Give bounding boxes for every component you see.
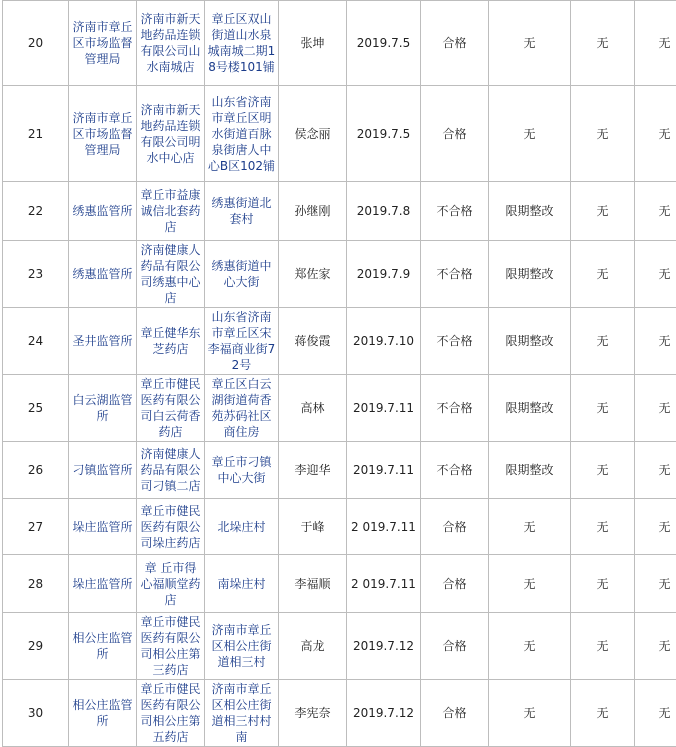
- address-cell: 济南市章丘区相公庄街道相三村: [205, 613, 279, 680]
- address-cell: 济南市章丘区相公庄街道相三村村南: [205, 680, 279, 747]
- address-cell: 北垛庄村: [205, 499, 279, 555]
- col9-cell: 无: [571, 182, 635, 241]
- table-row: [3, 555, 676, 613]
- row-number: 26: [3, 442, 69, 499]
- row-number: 22: [3, 182, 69, 241]
- date-cell: 2019.7.11: [347, 442, 421, 499]
- table-row: [3, 442, 676, 499]
- agency-cell: 白云湖监管所: [69, 375, 137, 442]
- handling-cell: 限期整改: [489, 241, 571, 308]
- store-cell: 章丘市健民医药有限公司白云荷香药店: [137, 375, 205, 442]
- store-cell: 章丘健华东芝药店: [137, 308, 205, 375]
- date-cell: 2019.7.5: [347, 86, 421, 182]
- col9-cell: 无: [571, 1, 635, 86]
- col10-cell: 无: [635, 241, 676, 308]
- col10-cell: 无: [635, 613, 676, 680]
- store-cell: 济南市新天地药品连锁有限公司山水南城店: [137, 1, 205, 86]
- col10-cell: 无: [635, 499, 676, 555]
- handling-cell: 限期整改: [489, 182, 571, 241]
- address-cell: 绣惠街道中心大街: [205, 241, 279, 308]
- agency-cell: 垛庄监管所: [69, 499, 137, 555]
- address-cell: 章丘区白云湖街道荷香苑苏码社区商住房: [205, 375, 279, 442]
- person-cell: 李迎华: [279, 442, 347, 499]
- agency-cell: 绣惠监管所: [69, 241, 137, 308]
- table-row: [3, 86, 676, 182]
- address-cell: 山东省济南市章丘区明水街道百脉泉街唐人中心B区102铺: [205, 86, 279, 182]
- store-cell: 章 丘市得心福顺堂药店: [137, 555, 205, 613]
- handling-cell: 无: [489, 86, 571, 182]
- store-cell: 章丘市健民医药有限公司垛庄药店: [137, 499, 205, 555]
- result-cell: 不合格: [421, 182, 489, 241]
- store-cell: 济南健康人药品有限公司刁镇二店: [137, 442, 205, 499]
- row-number: 24: [3, 308, 69, 375]
- table-row: [3, 308, 676, 375]
- result-cell: 合格: [421, 555, 489, 613]
- col9-cell: 无: [571, 680, 635, 747]
- table-row: [3, 1, 676, 86]
- col9-cell: 无: [571, 86, 635, 182]
- handling-cell: 限期整改: [489, 442, 571, 499]
- person-cell: 李福顺: [279, 555, 347, 613]
- row-number: 23: [3, 241, 69, 308]
- col10-cell: 无: [635, 182, 676, 241]
- agency-cell: 相公庄监管所: [69, 680, 137, 747]
- person-cell: 郑佐家: [279, 241, 347, 308]
- col9-cell: 无: [571, 613, 635, 680]
- address-cell: 绣惠街道北套村: [205, 182, 279, 241]
- col10-cell: 无: [635, 375, 676, 442]
- handling-cell: 限期整改: [489, 308, 571, 375]
- result-cell: 合格: [421, 1, 489, 86]
- handling-cell: 无: [489, 499, 571, 555]
- agency-cell: 济南市章丘区市场监督管理局: [69, 86, 137, 182]
- address-cell: 南垛庄村: [205, 555, 279, 613]
- handling-cell: 无: [489, 613, 571, 680]
- date-cell: 2019.7.12: [347, 680, 421, 747]
- person-cell: 蒋俊霞: [279, 308, 347, 375]
- result-cell: 不合格: [421, 375, 489, 442]
- person-cell: 高龙: [279, 613, 347, 680]
- person-cell: 孙继刚: [279, 182, 347, 241]
- store-cell: 章丘市健民医药有限公司相公庄第三药店: [137, 613, 205, 680]
- col9-cell: 无: [571, 442, 635, 499]
- result-cell: 不合格: [421, 308, 489, 375]
- person-cell: 李宪奈: [279, 680, 347, 747]
- agency-cell: 刁镇监管所: [69, 442, 137, 499]
- agency-cell: 济南市章丘区市场监督管理局: [69, 1, 137, 86]
- table-row: [3, 613, 676, 680]
- col10-cell: 无: [635, 1, 676, 86]
- col10-cell: 无: [635, 308, 676, 375]
- handling-cell: 无: [489, 1, 571, 86]
- row-number: 20: [3, 1, 69, 86]
- table-row: [3, 499, 676, 555]
- handling-cell: 限期整改: [489, 375, 571, 442]
- address-cell: 章丘区双山街道山水泉城南城二期18号楼101铺: [205, 1, 279, 86]
- person-cell: 侯念丽: [279, 86, 347, 182]
- person-cell: 于峰: [279, 499, 347, 555]
- col9-cell: 无: [571, 375, 635, 442]
- handling-cell: 无: [489, 680, 571, 747]
- row-number: 30: [3, 680, 69, 747]
- result-cell: 合格: [421, 613, 489, 680]
- result-cell: 合格: [421, 86, 489, 182]
- row-number: 29: [3, 613, 69, 680]
- inspection-table: [2, 0, 676, 747]
- agency-cell: 相公庄监管所: [69, 613, 137, 680]
- result-cell: 合格: [421, 680, 489, 747]
- date-cell: 2 019.7.11: [347, 555, 421, 613]
- row-number: 25: [3, 375, 69, 442]
- result-cell: 不合格: [421, 442, 489, 499]
- row-number: 21: [3, 86, 69, 182]
- date-cell: 2019.7.8: [347, 182, 421, 241]
- date-cell: 2019.7.12: [347, 613, 421, 680]
- table-row: [3, 680, 676, 747]
- result-cell: 合格: [421, 499, 489, 555]
- table-row: [3, 182, 676, 241]
- agency-cell: 绣惠监管所: [69, 182, 137, 241]
- store-cell: 章丘市健民医药有限公司相公庄第五药店: [137, 680, 205, 747]
- date-cell: 2019.7.11: [347, 375, 421, 442]
- row-number: 28: [3, 555, 69, 613]
- col10-cell: 无: [635, 555, 676, 613]
- store-cell: 济南健康人药品有限公司绣惠中心店: [137, 241, 205, 308]
- row-number: 27: [3, 499, 69, 555]
- agency-cell: 圣井监管所: [69, 308, 137, 375]
- col10-cell: 无: [635, 86, 676, 182]
- agency-cell: 垛庄监管所: [69, 555, 137, 613]
- col9-cell: 无: [571, 499, 635, 555]
- col10-cell: 无: [635, 442, 676, 499]
- store-cell: 章丘市益康诚信北套药店: [137, 182, 205, 241]
- table-row: [3, 241, 676, 308]
- col9-cell: 无: [571, 241, 635, 308]
- address-cell: 章丘市刁镇中心大街: [205, 442, 279, 499]
- store-cell: 济南市新天地药品连锁有限公司明水中心店: [137, 86, 205, 182]
- person-cell: 张坤: [279, 1, 347, 86]
- date-cell: 2019.7.9: [347, 241, 421, 308]
- address-cell: 山东省济南市章丘区宋李福商业街72号: [205, 308, 279, 375]
- col10-cell: 无: [635, 680, 676, 747]
- table-row: [3, 375, 676, 442]
- result-cell: 不合格: [421, 241, 489, 308]
- col9-cell: 无: [571, 308, 635, 375]
- date-cell: 2019.7.10: [347, 308, 421, 375]
- date-cell: 2 019.7.11: [347, 499, 421, 555]
- person-cell: 高林: [279, 375, 347, 442]
- date-cell: 2019.7.5: [347, 1, 421, 86]
- handling-cell: 无: [489, 555, 571, 613]
- col9-cell: 无: [571, 555, 635, 613]
